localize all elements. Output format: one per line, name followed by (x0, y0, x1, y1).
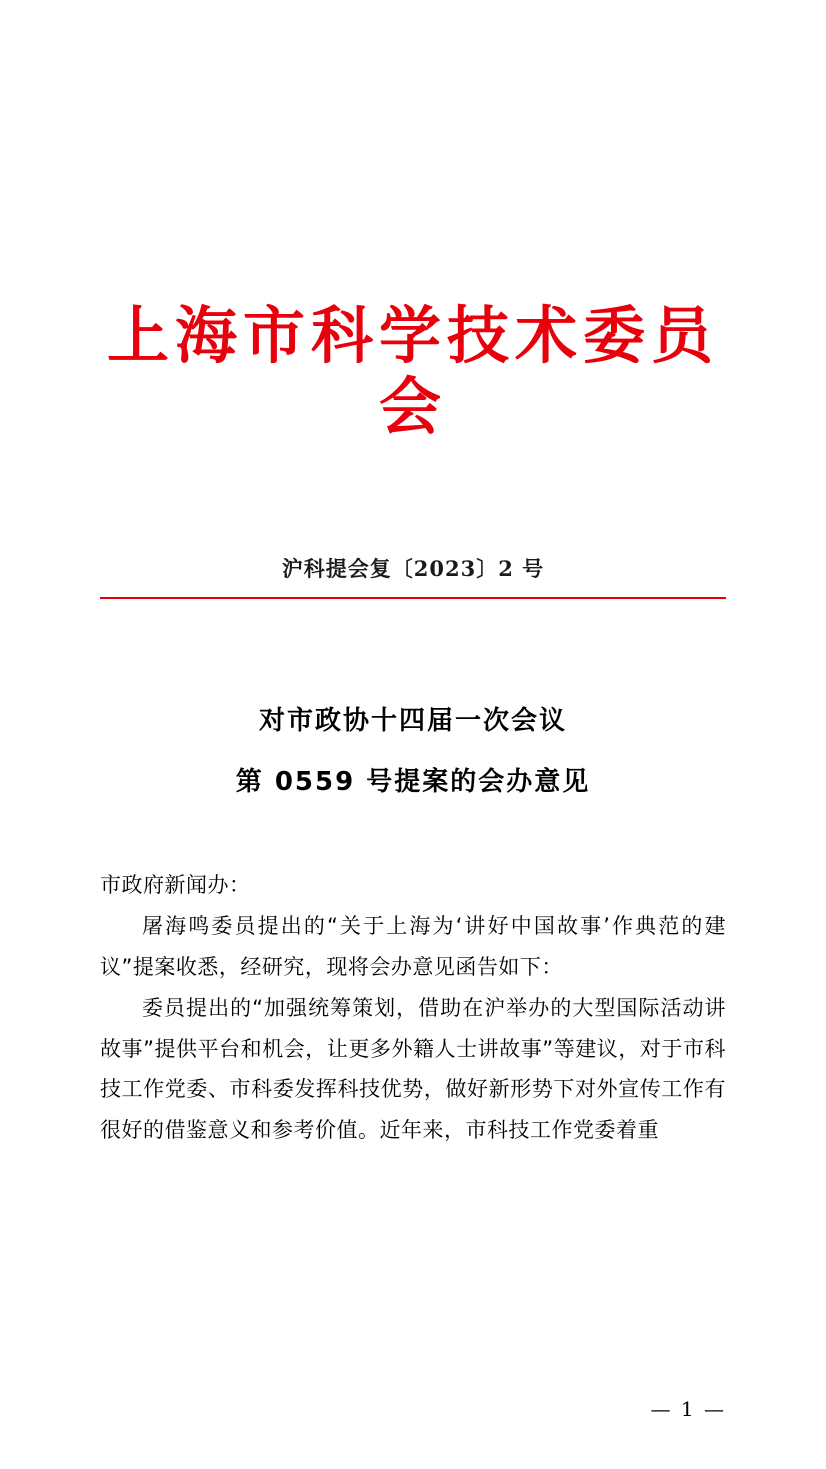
document-title-line-1: 对市政协十四届一次会议 (258, 705, 567, 736)
body-paragraph-2: 委员提出的“加强统筹策划，借助在沪举办的大型国际活动讲故事”提供平台和机会，让更多外籍人士讲故事”等建议，对于市科技工作党委、市科委发挥科技优势，做好新形势下对外宣传工作有很好的借鉴意义和参考价值。近年来，市科技工作党委着重 (100, 995, 726, 1143)
document-page (0, 300, 826, 1469)
body-paragraph-1: 屠海鸣委员提出的“关于上海为‘讲好中国故事’作典范的建议”提案收悉，经研究，现将会办意见函告如下： (100, 913, 726, 979)
document-title (100, 691, 726, 813)
document-title-line-2: 第 0559 号提案的会办意见 (235, 766, 591, 797)
document-number: 沪科提会复〔2023〕2 号 (281, 555, 545, 581)
salutation: 市政府新闻办： (100, 872, 251, 897)
document-body (100, 865, 726, 1152)
organization-masthead: 上海市科学技术委员会 (106, 299, 719, 444)
red-divider-rule (100, 597, 726, 599)
page-number: — 1 — (650, 1397, 726, 1421)
